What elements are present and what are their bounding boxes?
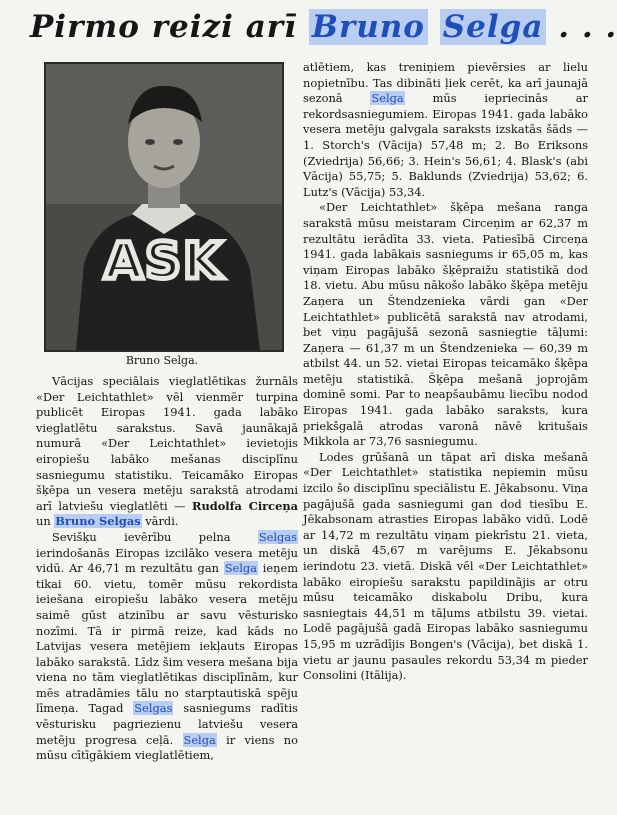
paragraph-3-a: atlētiem, kas treniņiem pievērsies ar lielu nopietnību. Tas dibināti ļiek cerēt, ka arī jaunajā sezonā [303,60,588,106]
paragraph-1-conj: un [36,514,55,529]
headline-name-last: Selga [440,9,547,45]
selga-highlight-5: Selga [371,91,404,106]
paragraph-2-d: sasniegums radītis vēsturisku pagriezienu latviešu vesera metēju progresa ceļā. [36,701,298,747]
paragraph-2-a: Sevišķu ievērību pelna [52,529,258,544]
paragraph-4: «Der Leichtathlet» šķēpa mešana ranga sarakstā mūsu meistaram Circeņim ar 62,37 m rezultātu ierādīta 33. vieta. Patiesībā Circeņa 1941. gada labākais sasniegums ir 65,05 m, kas viņam Eiropas labāko šķēpraižu statistikā dod 18. vietu. Abu mūsu nākošo labāko šķēpa metēju Zaņera un Štendzenieka vārdi gan «Der Leichtathlet» publicētā sarakstā nav atrodami, bet viņu pagājušā sezonā sasniegtie tāļumi: Zaņera — 61,37 m un Štendzenieka — 60,39 m atbilst 44. un 52. vietai Eiropas teicamāko šķēpa metēju statistikā. Šķēpa mešanā joprojām dominē somi. Par to neapšaubāmu liecību nodod Eiropas 1941. gada labāko saraksts, kura priekšgalā atrodas varonā nāvē kritušais Mikkola ar 73,76 sasniegumu. [303,200,588,449]
athlete-portrait-icon [46,64,282,350]
headline-name-first: Bruno [309,9,428,45]
paragraph-2 [36,530,298,764]
name-circenis: Rudolfa Circeņa [192,498,298,513]
paragraph-1 [36,374,298,530]
headline-suffix: . . . [546,9,617,45]
athlete-photo [44,62,284,352]
name-selga-highlight: Bruno Selgas [55,514,141,529]
selga-highlight-1: Selgas [258,529,297,544]
article-left-column [36,374,298,810]
paragraph-3 [303,60,588,200]
paragraph-2-b: ierindošanās Eiropas izcilāko vesera metēju vidū. Ar 46,71 m rezultātu gan [36,545,298,576]
paragraph-1-text: Vācijas speciālais vieglatlētikas žurnāls «Der Leichtathlet» vēl vienmēr turpina publicēt Eiropas 1941. gada labāko vieglatlētu sarakstus. Savā jaunākajā numurā «Der Leichtathlet» ievietojis eiropiešu labāko mešanas disciplīnu sasniegumu statistiku. Teicamāko Eiropas šķēpa un vesera metēju sarakstā atrodami arī latviešu vieglatlēti — [36,374,298,513]
paragraph-2-c: ieņem tikai 60. vietu, tomēr mūsu rekordista ieiešana eiropiešu labāko vesera metēju saimē gūst atzinību ar savu vēsturisko nozīmi. Tā ir pirmā reize, kad kāds no Latvijas vesera metējiem iekļauts Eiropas labāko sarakstā. Līdz šim vesera mešana bija viena no tām vieglatlētikas disciplīnām, kur mēs atradāmies tālu no starptautiskā spēju līmeņa. Tagad [36,561,299,716]
selga-highlight-2: Selga [224,561,257,576]
article-right-column [303,60,588,812]
paragraph-2-e: ir viens no mūsu cītīgākiem vieglatlētiem, [36,732,298,763]
photo-caption: Bruno Selga. [125,354,199,367]
paragraph-5: Lodes grūšanā un tāpat arī diska mešanā «Der Leichtathlet» statistika nepiemin mūsu izcilo šo disciplīnu speciālistu E. Jēkabsonu. Viņa pagājušā gada sasniegumi gan dod tiesību E. Jēkabsonam atrasties Eiropas labāko vidū. Lodē ar 14,72 m rezultātu viņam piekrīstu 21. vieta, un diskā 45,67 m varējums E. Jēkabsonu ierindotu 23. vietā. Diskā vēl «Der Leichtathlet» labāko eiropiešu sarakstu papildinājis ar otru mūsu teicamāko diskabolu Dribu, kura sasniegtais 44,51 m tāļums atbilstu 39. vietai. Lodē pagājušā gadā Eiropas labāko sasniegumu 15,95 m uzrādījis Bongen's (Vācija), bet diskā 1. vietu ar jaunu pasaules rekordu 53,34 m pieder Consolini (Itālija). [303,449,588,683]
selga-highlight-3: Selgas [134,701,173,716]
article-headline [30,4,617,50]
jersey-letters: ASK [104,232,224,290]
headline-prefix: Pirmo reizi arī [30,9,309,45]
paragraph-3-b: mūs iepriecinās ar rekordsasniegumiem. Eiropas 1941. gada labāko vesera metēju galvgala saraksts izskatās šāds — 1. Storch's (Vācija) 57,48 m; 2. Bo Eriksons (Zviedrija) 56,66; 3. Hein's 56,61; 4. Blask's (abi Vācija) 55,75; 5. Baklunds (Zviedrija) 53,62; 6. Lutz's (Vācija) 53,34. [303,91,588,199]
selga-highlight-4: Selga [183,732,216,747]
paragraph-1-end: vārdi. [141,514,179,529]
